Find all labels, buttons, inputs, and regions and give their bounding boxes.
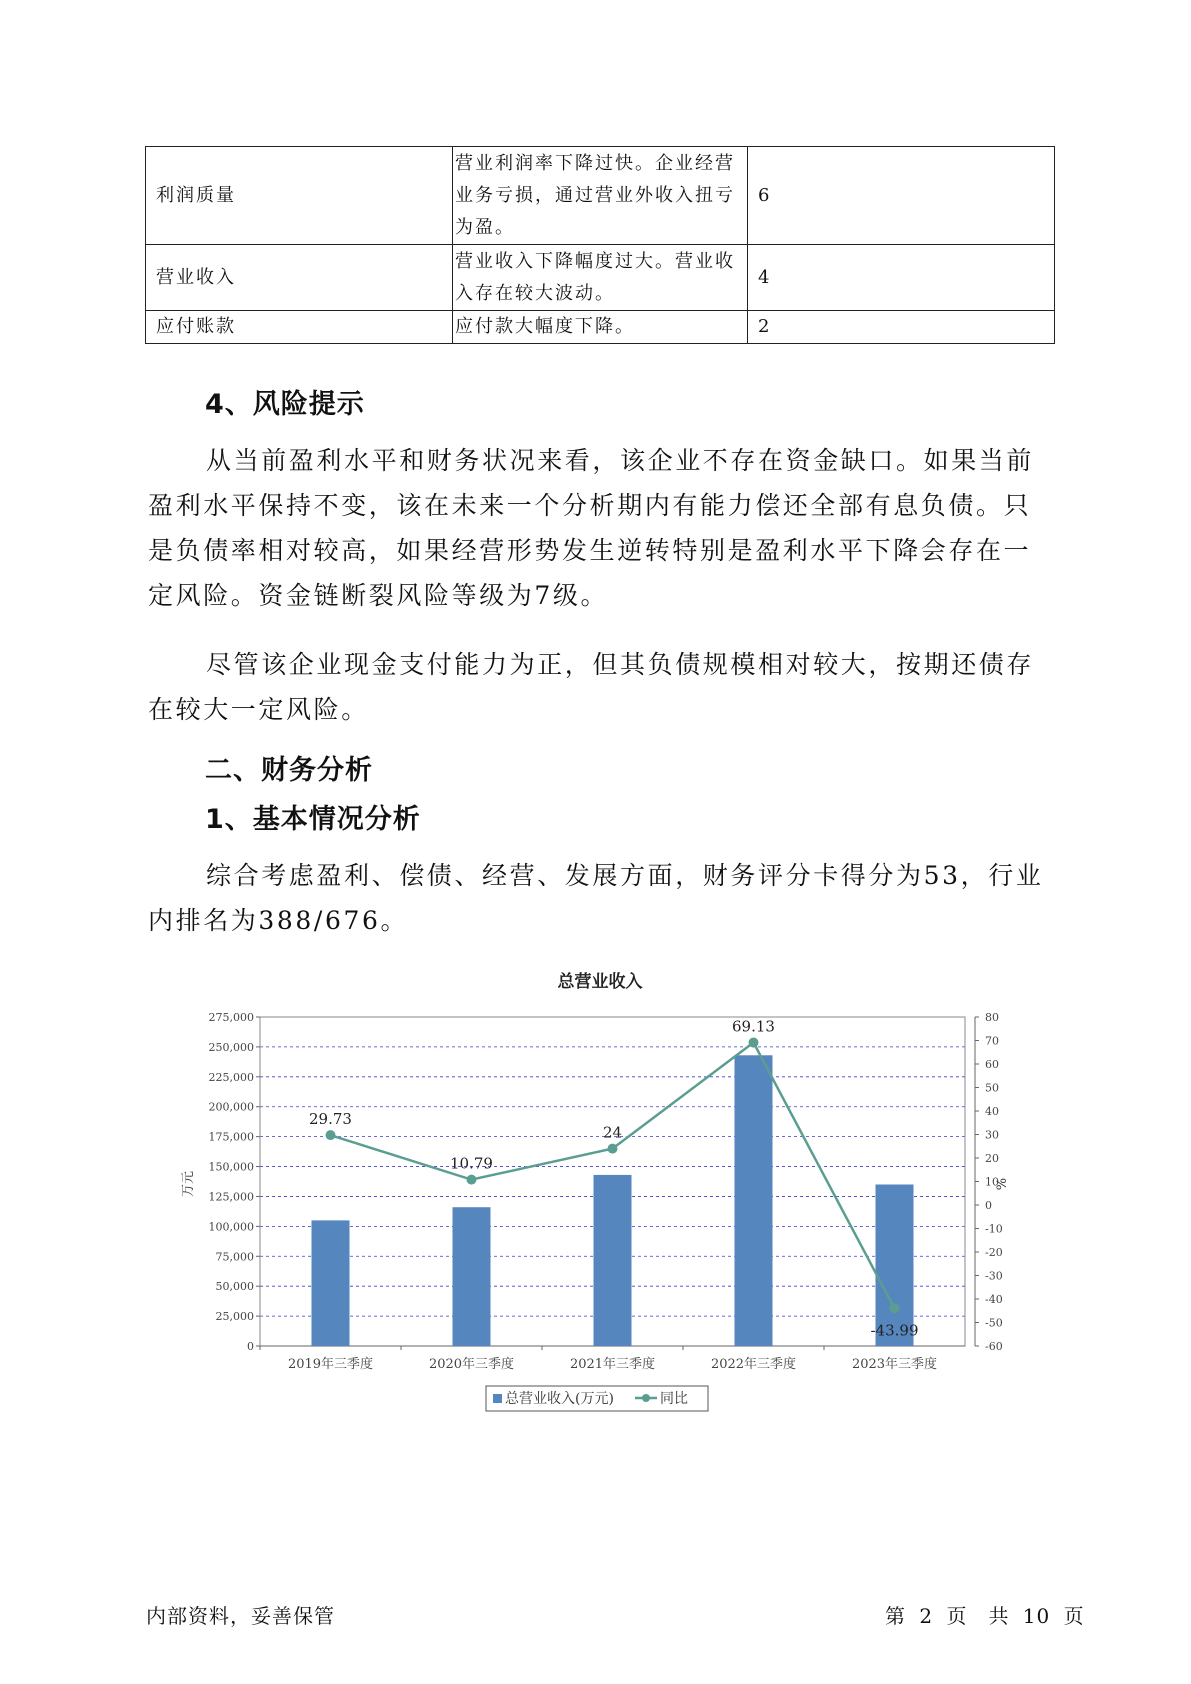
data-label: -43.99 <box>870 1321 919 1340</box>
yoy-point <box>608 1144 618 1154</box>
y2-tick-label: -10 <box>985 1222 1003 1236</box>
revenue-chart <box>180 962 1030 1422</box>
table-cell-item: 营业收入 <box>146 245 453 311</box>
y2-tick-label: -20 <box>985 1246 1003 1259</box>
y2-tick-label: -40 <box>985 1293 1003 1306</box>
financial-analysis-heading: 二、财务分析 <box>205 755 373 786</box>
y-tick-label: 275,000 <box>208 1011 254 1024</box>
legend-label-revenue: 总营业收入(万元) <box>505 1391 614 1407</box>
table-cell-score: 2 <box>748 311 1055 344</box>
x-tick-label: 2019年三季度 <box>287 1357 374 1372</box>
table-cell-desc: 应付款大幅度下降。 <box>453 311 748 344</box>
chart-bars <box>312 1055 914 1346</box>
y2-tick-label: 60 <box>985 1058 999 1071</box>
y-tick-label: 125,000 <box>208 1190 254 1204</box>
y2-axis-label: % <box>995 1177 1010 1191</box>
risk-heading: 4、风险提示 <box>205 389 365 420</box>
chart-legend <box>486 1386 708 1411</box>
y2-tick-label: 20 <box>985 1152 999 1165</box>
data-label: 24 <box>602 1123 623 1142</box>
footer-page-number: 第 2 页 共 10 页 <box>885 1604 1085 1628</box>
risk-paragraph-1: 从当前盈利水平和财务状况来看，该企业不存在资金缺口。如果当前盈利水平保持不变，该在未来一个分析期内有能力偿还全部有息负债。只是负债率相对较高，如果经营形势发生逆转特别是盈利水平下降会存在一定风险。资金链断裂风险等级为7级。 <box>148 446 1035 610</box>
y2-tick-label: -60 <box>985 1340 1003 1353</box>
data-label: 10.79 <box>450 1154 493 1173</box>
y2-tick-label: -50 <box>985 1316 1003 1330</box>
y-axis-label: 万元 <box>181 1170 196 1198</box>
legend-bar-swatch <box>493 1394 502 1403</box>
y2-tick-label: 0 <box>985 1199 992 1212</box>
table-cell-score: 4 <box>748 245 1055 311</box>
chart-title: 总营业收入 <box>557 972 643 992</box>
footer-confidential: 内部资料，妥善保管 <box>146 1604 335 1628</box>
yoy-point <box>467 1175 477 1185</box>
x-tick-label: 2021年三季度 <box>569 1357 656 1372</box>
table-cell-score: 6 <box>748 147 1055 245</box>
y-tick-label: 200,000 <box>208 1100 254 1114</box>
x-tick-label: 2023年三季度 <box>851 1357 938 1372</box>
table-cell-item: 利润质量 <box>146 147 453 245</box>
y-tick-label: 75,000 <box>215 1250 254 1264</box>
table-row <box>146 147 1055 245</box>
y-tick-label: 100,000 <box>208 1220 254 1234</box>
y2-tick-label: 30 <box>985 1128 999 1142</box>
y-tick-label: 25,000 <box>215 1310 254 1324</box>
y-tick-label: 50,000 <box>215 1280 254 1294</box>
yoy-point <box>890 1303 900 1313</box>
y-tick-label: 0 <box>247 1340 254 1353</box>
y-tick-label: 250,000 <box>208 1040 254 1054</box>
y2-tick-label: 70 <box>985 1034 999 1048</box>
data-label: 29.73 <box>309 1110 352 1129</box>
risk-paragraph-2: 尽管该企业现金支付能力为正，但其负债规模相对较大，按期还债存在较大一定风险。 <box>148 650 1035 724</box>
basic-analysis-paragraph: 综合考虑盈利、偿债、经营、发展方面，财务评分卡得分为53，行业内排名为388/676。 <box>148 861 1044 935</box>
bar <box>312 1220 350 1346</box>
yoy-point <box>749 1038 759 1048</box>
y-tick-label: 150,000 <box>208 1160 254 1174</box>
bar <box>735 1055 773 1346</box>
y-tick-label: 225,000 <box>208 1070 254 1084</box>
y2-tick-label: -30 <box>985 1269 1003 1283</box>
table-row <box>146 245 1055 311</box>
y2-tick-label: 40 <box>985 1105 999 1118</box>
x-tick-label: 2020年三季度 <box>428 1357 515 1372</box>
table-cell-desc: 营业利润率下降过快。企业经营业务亏损，通过营业外收入扭亏为盈。 <box>453 147 748 245</box>
y2-tick-label: 50 <box>985 1081 999 1095</box>
table-cell-item: 应付账款 <box>146 311 453 344</box>
y2-tick-label: 80 <box>985 1011 999 1024</box>
legend-label-yoy: 同比 <box>660 1391 688 1407</box>
table-cell-desc: 营业收入下降幅度过大。营业收入存在较大波动。 <box>453 245 748 311</box>
yoy-point <box>326 1130 336 1140</box>
table-row <box>146 311 1055 344</box>
data-label: 69.13 <box>732 1017 775 1036</box>
y2-tick-label: 10 <box>985 1175 999 1189</box>
x-tick-label: 2022年三季度 <box>710 1357 797 1372</box>
bar <box>453 1207 491 1346</box>
y-tick-label: 175,000 <box>208 1130 254 1144</box>
legend-line-marker <box>642 1394 650 1402</box>
risk-factor-table <box>145 146 1055 344</box>
basic-analysis-heading: 1、基本情况分析 <box>205 804 421 835</box>
bar <box>594 1175 632 1346</box>
